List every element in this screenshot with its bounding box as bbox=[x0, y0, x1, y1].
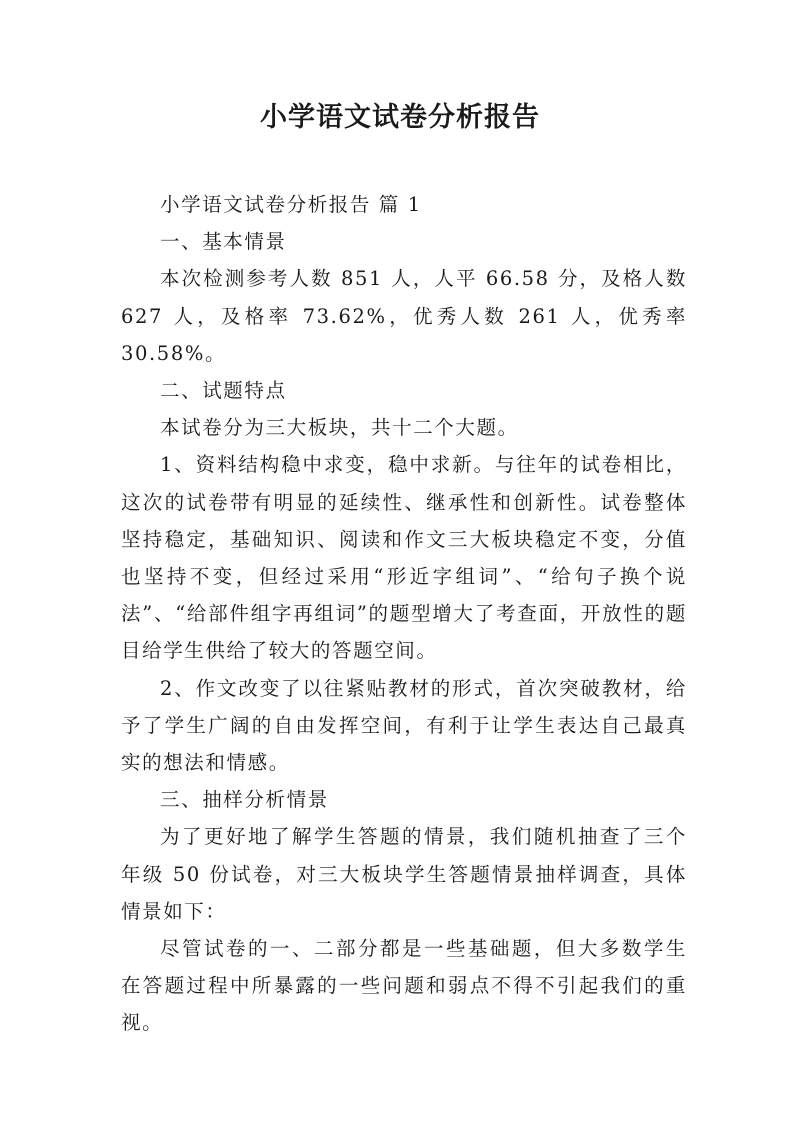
paragraph: 1、资料结构稳中求变，稳中求新。与往年的试卷相比，这次的试卷带有明显的延续性、继承性和创新性。试卷整体坚持稳定，基础知识、阅读和作文三大板块稳定不变，分值也坚持不变，但经过采用“形近字组词”、“给句子换个说法”、“给部件组字再组词”的题型增大了考查面，开放性的题目给学生供给了较大的答题空间。 bbox=[121, 453, 687, 663]
paragraph: 尽管试卷的一、二部分都是一些基础题，但大多数学生在答题过程中所暴露的一些问题和弱点不得不引起我们的重视。 bbox=[121, 937, 687, 1035]
document-body bbox=[121, 186, 687, 1042]
document-title: 小学语文试卷分析报告 bbox=[260, 102, 540, 133]
section-heading: 三、抽样分析情景 bbox=[160, 788, 329, 812]
paragraph: 本试卷分为三大板块，共十二个大题。 bbox=[160, 416, 519, 440]
section-heading: 小学语文试卷分析报告 篇 1 bbox=[160, 193, 422, 216]
paragraph: 本次检测参考人数 851 人，人平 66.58 分，及格人数 627 人，及格率 73.62%，优秀人数 261 人，优秀率 30.58%。 bbox=[121, 267, 687, 365]
paragraph: 为了更好地了解学生答题的情景，我们随机抽查了三个年级 50 份试卷，对三大板块学生答题情景抽样调查，具体情景如下： bbox=[121, 825, 687, 923]
section-heading: 一、基本情景 bbox=[160, 230, 287, 254]
section-heading: 二、试题特点 bbox=[160, 379, 287, 403]
paragraph: 2、作文改变了以往紧贴教材的形式，首次突破教材，给予了学生广阔的自由发挥空间，有利于让学生表达自己最真实的想法和情感。 bbox=[121, 676, 687, 775]
